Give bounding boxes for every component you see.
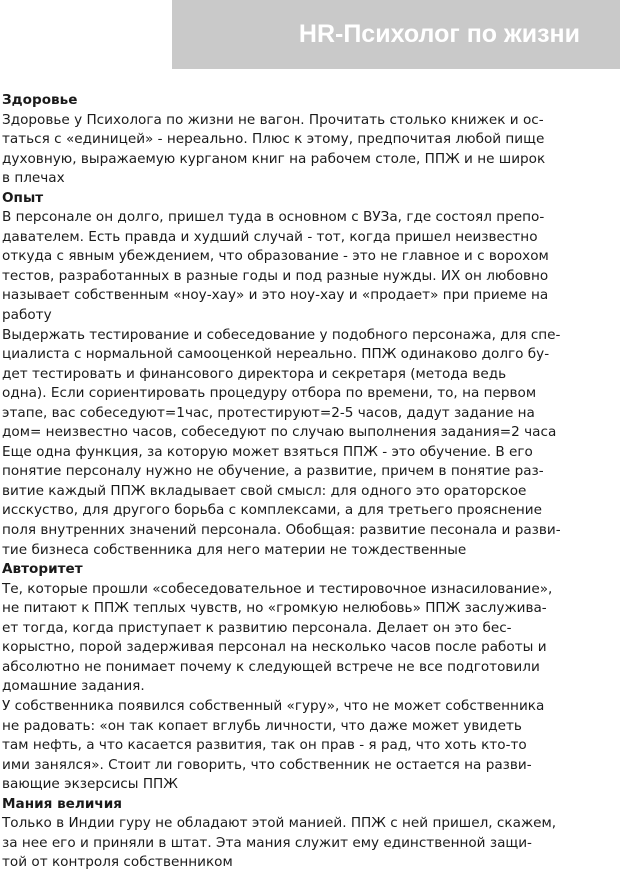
paragraph-line: ими занялся». Стоит ли говорить, что собственник не остается на разви- <box>2 756 532 773</box>
page-title: HR-Психолог по жизни <box>298 20 580 48</box>
paragraph-line: У собственника появился собственный «гуру», что не может собственника <box>2 697 545 714</box>
paragraph-line: называет собственным «ноу-хау» и это ноу-хау и «продает» при приеме на <box>2 287 549 304</box>
paragraph-line: давателем. Есть правда и худший случай - тот, когда пришел неизвестно <box>2 228 538 245</box>
paragraph-line: откуда с явным убеждением, что образование - это не главное и с ворохом <box>2 248 549 265</box>
paragraph-line: там нефть, а что касается развития, так он прав - я рад, что хоть кто-то <box>2 737 527 754</box>
paragraph-line: Те, которые прошли «собеседовательное и тестировочное изнасилование», <box>2 580 553 597</box>
paragraph-line: таться с «единицей» - нереально. Плюс к этому, предпочитая любой пище <box>2 131 545 148</box>
paragraph-line: понятие персоналу нужно не обучение, а развитие, причем в понятие раз- <box>2 463 544 480</box>
paragraph-line: Еще одна функция, за которую может взяться ППЖ - это обучение. В его <box>2 443 533 460</box>
document-body <box>2 91 561 873</box>
paragraph-line: духовную, выражаемую курганом книг на рабочем столе, ППЖ и не широк <box>2 150 546 167</box>
paragraph-line: одна). Если сориентировать процедуру отбора по времени, то, на первом <box>2 385 537 402</box>
paragraph-line: ет тогда, когда приступает к развитию персонала. Делает он это бес- <box>2 619 512 636</box>
section-heading: Мания величия <box>2 795 122 812</box>
paragraph-line: тестов, разработанных в разные годы и под разные нужды. ИХ он любовно <box>2 267 549 284</box>
section-heading: Здоровье <box>2 92 78 108</box>
paragraph-line: вающие экзерсисы ППЖ <box>2 776 178 793</box>
paragraph-line: этапе, вас собеседуют=1час, протестируют=2-5 часов, дадут задание на <box>2 404 535 421</box>
paragraph-line: работу <box>2 307 52 324</box>
paragraph-line: Здоровье у Психолога по жизни не вагон. Прочитать столько книжек и ос- <box>2 111 544 128</box>
page-header-bar <box>172 0 620 69</box>
paragraph-line: витие каждый ППЖ вкладывает свой смысл: для одного это ораторское <box>2 482 527 499</box>
paragraph-line: дом= неизвестно часов, собеседуют по случаю выполнения задания=2 часа <box>2 424 557 441</box>
paragraph-line: поля внутренних значений персонала. Обобщая: развитие песонала и разви- <box>2 522 561 539</box>
paragraph-line: циалиста с нормальной самооценкой нереально. ППЖ одинаково долго бу- <box>2 346 550 363</box>
paragraph-line: не питают к ППЖ теплых чувств, но «громкую нелюбовь» ППЖ заслужива- <box>2 600 547 617</box>
paragraph-line: исскуство, для другого борьба с комплексами, а для третьего прояснение <box>2 502 542 519</box>
paragraph-line: в плечах <box>2 170 65 187</box>
paragraph-line: дет тестировать и финансового директора и секретаря (метода ведь <box>2 365 507 382</box>
paragraph-line: не радовать: «он так копает вглубь личности, что даже может увидеть <box>2 717 522 734</box>
paragraph-line: домашние задания. <box>2 678 145 695</box>
paragraph-line: за нее его и приняли в штат. Эта мания служит ему единственной защи- <box>2 834 532 851</box>
paragraph-line: абсолютно не понимает почему к следующей встрече не все подготовили <box>2 658 540 675</box>
paragraph-line: В персонале он долго, пришел туда в основном с ВУЗа, где состоял препо- <box>2 209 545 226</box>
paragraph-line: Выдержать тестирование и собеседование у подобного персонажа, для спе- <box>2 326 561 343</box>
paragraph-line: тие бизнеса собственника для него материи не тождественные <box>2 541 467 558</box>
paragraph-line: той от контроля собственником <box>2 854 233 871</box>
section-heading: Авторитет <box>2 561 83 578</box>
paragraph-line: Только в Индии гуру не обладают этой манией. ППЖ с ней пришел, скажем, <box>2 815 557 832</box>
section-heading: Опыт <box>2 189 44 206</box>
paragraph-line: корыстно, порой задерживая персонал на несколько часов после работы и <box>2 639 547 656</box>
